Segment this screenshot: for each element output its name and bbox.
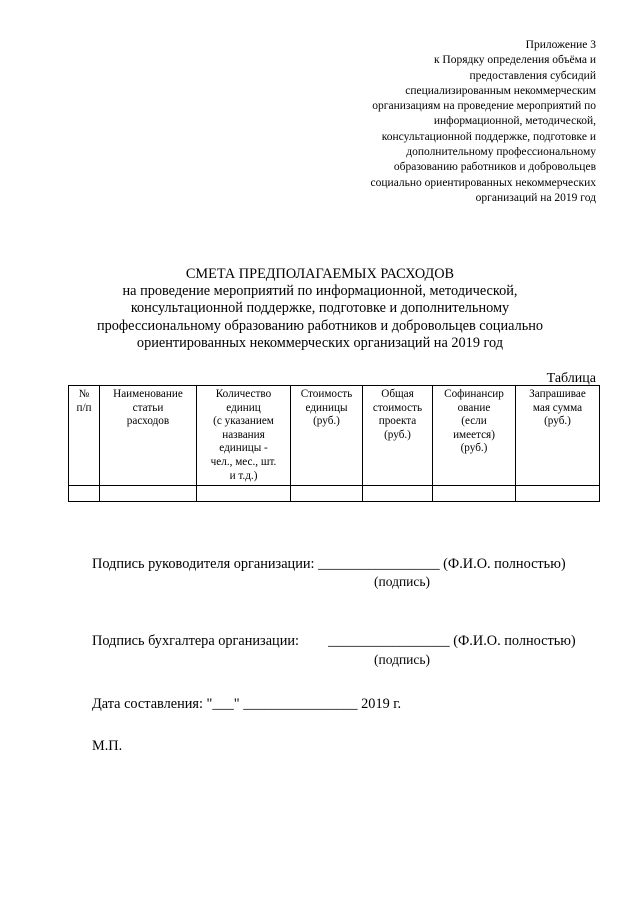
appendix-line: консультационной поддержке, подготовке и xyxy=(381,130,596,143)
seal-mark: М.П. xyxy=(92,738,123,754)
head-signature-line xyxy=(92,556,566,573)
appendix-line: предоставления субсидий xyxy=(469,69,596,82)
head-signature-blank[interactable]: _________________ xyxy=(318,556,440,572)
column-header: № п/п xyxy=(69,386,100,486)
table-row xyxy=(69,486,600,502)
appendix-line: к Порядку определения объёма и xyxy=(433,54,596,67)
accountant-signature-hint: (подпись) xyxy=(374,652,431,667)
appendix-line: информационной, методической, xyxy=(433,115,596,128)
table-header-row xyxy=(69,386,600,486)
accountant-signature-label: Подпись бухгалтера организации: xyxy=(92,633,299,649)
appendix-line: Приложение 3 xyxy=(525,39,596,51)
table-cell[interactable] xyxy=(363,486,433,502)
title-heading: СМЕТА ПРЕДПОЛАГАЕМЫХ РАСХОДОВ xyxy=(185,266,455,282)
head-signature-hint: (подпись) xyxy=(374,574,431,589)
appendix-line: специализированным некоммерческим xyxy=(405,84,596,97)
head-fio-label: (Ф.И.О. полностью) xyxy=(443,556,566,572)
appendix-line: дополнительному профессиональному xyxy=(406,146,596,159)
title-line: ориентированных некоммерческих организаций на 2019 год xyxy=(136,334,504,351)
column-header: Софинансир ование (если имеется) (руб.) xyxy=(433,386,516,486)
document-title xyxy=(44,266,596,352)
table-cell[interactable] xyxy=(516,486,600,502)
accountant-signature-line xyxy=(92,633,576,650)
title-line: профессиональному образованию работников и добровольцев социально xyxy=(96,317,544,334)
column-header: Стоимость единицы (руб.) xyxy=(291,386,363,486)
title-line: консультационной поддержке, подготовке и дополнительному xyxy=(130,300,510,317)
column-header: Наименование статьи расходов xyxy=(100,386,197,486)
estimate-table xyxy=(68,385,600,502)
table-body xyxy=(69,486,600,502)
appendix-line: образованию работников и добровольцев xyxy=(393,161,596,174)
accountant-fio-label: (Ф.И.О. полностью) xyxy=(453,633,576,649)
table-cell[interactable] xyxy=(197,486,291,502)
table-cell[interactable] xyxy=(69,486,100,502)
table-caption: Таблица xyxy=(546,371,596,386)
head-signature-label: Подпись руководителя организации: xyxy=(92,556,315,572)
title-line: на проведение мероприятий по информационной, методической, xyxy=(122,283,518,300)
column-header: Общая стоимость проекта (руб.) xyxy=(363,386,433,486)
column-header: Количество единиц (с указанием названия единицы - чел., мес., шт. и т.д.) xyxy=(197,386,291,486)
column-header: Запрашивае мая сумма (руб.) xyxy=(516,386,600,486)
table-cell[interactable] xyxy=(433,486,516,502)
appendix-line: организаций на 2019 год xyxy=(475,191,596,204)
accountant-signature-blank[interactable]: _________________ xyxy=(328,633,450,649)
table-cell[interactable] xyxy=(291,486,363,502)
appendix-block xyxy=(296,38,596,206)
appendix-line: организациям на проведение мероприятий по xyxy=(372,100,596,113)
date-line[interactable]: Дата составления: "___" ________________ 2019 г. xyxy=(92,696,402,712)
table-cell[interactable] xyxy=(100,486,197,502)
appendix-line: социально ориентированных некоммерческих xyxy=(370,176,596,189)
